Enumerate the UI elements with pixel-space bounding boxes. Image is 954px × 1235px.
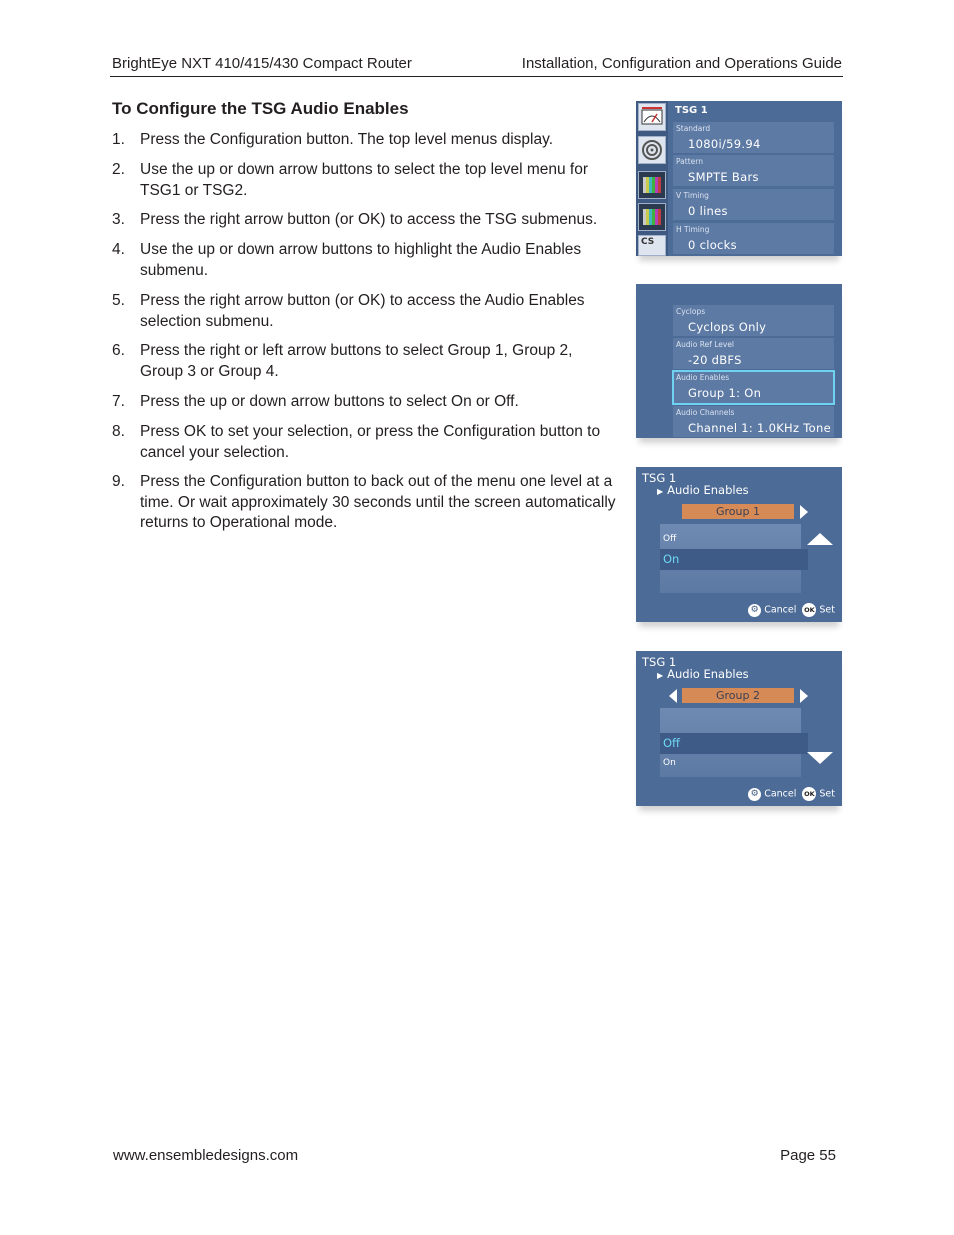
cs-icon[interactable] xyxy=(638,235,666,256)
header-product: BrightEye NXT 410/415/430 Compact Router xyxy=(112,55,412,72)
reference-icon[interactable] xyxy=(638,136,666,164)
option-off-selected[interactable]: Off xyxy=(660,733,808,754)
screen-subtitle: ▶ Audio Enables xyxy=(657,667,749,681)
footer-page-number: Page 55 xyxy=(780,1147,836,1164)
on-off-list xyxy=(660,708,801,777)
audio-enables-screen-group1 xyxy=(636,467,842,622)
screen-title: TSG 1 xyxy=(642,655,677,669)
group-selector[interactable]: Group 1 xyxy=(682,504,794,519)
header-rule xyxy=(110,76,843,77)
header-guide-title: Installation, Configuration and Operations Guide xyxy=(521,55,842,72)
footer-website: www.ensembledesigns.com xyxy=(113,1147,299,1164)
tsg-submenu-screen xyxy=(636,284,842,438)
set-label: Set xyxy=(819,604,835,616)
play-triangle-icon: ▶ xyxy=(657,671,664,680)
audio-channels-field[interactable]: Audio Channels Channel 1: 1.0KHz Tone xyxy=(673,406,834,437)
option-on-selected[interactable]: On xyxy=(660,549,808,570)
button-bar xyxy=(748,603,835,617)
audio-enables-field[interactable]: Audio Enables Group 1: On xyxy=(673,371,834,404)
audio-ref-level-field[interactable]: Audio Ref Level -20 dBFS xyxy=(673,338,834,369)
section-title: To Configure the TSG Audio Enables xyxy=(112,99,409,118)
cyclops-field[interactable]: Cyclops Cyclops Only xyxy=(673,305,834,336)
menu-icon-column xyxy=(636,101,668,256)
ok-icon[interactable]: OK xyxy=(802,787,816,801)
color-bars-icon[interactable] xyxy=(638,203,666,231)
pattern-field[interactable]: Pattern SMPTE Bars xyxy=(673,155,834,186)
screen-title: TSG 1 xyxy=(675,105,708,116)
group-selector[interactable]: Group 2 xyxy=(682,688,794,703)
ok-icon[interactable]: OK xyxy=(802,603,816,617)
set-label: Set xyxy=(819,788,835,800)
option-off[interactable]: Off xyxy=(663,534,677,544)
gear-icon[interactable]: ⚙ xyxy=(748,604,761,617)
v-timing-field[interactable]: V Timing 0 lines xyxy=(673,189,834,220)
meter-icon[interactable] xyxy=(638,103,666,131)
tsg-menu-screen xyxy=(636,101,842,256)
right-arrow-icon[interactable] xyxy=(800,689,808,703)
cancel-label: Cancel xyxy=(764,604,797,616)
cs-icon-label: CS xyxy=(641,237,655,247)
color-bars-icon[interactable] xyxy=(638,171,666,199)
on-off-list xyxy=(660,524,801,593)
up-arrow-icon[interactable] xyxy=(807,533,833,545)
down-arrow-icon[interactable] xyxy=(807,752,833,764)
button-bar xyxy=(748,787,835,801)
screen-subtitle: ▶ Audio Enables xyxy=(657,483,749,497)
cancel-label: Cancel xyxy=(764,788,797,800)
right-arrow-icon[interactable] xyxy=(800,505,808,519)
audio-enables-screen-group2 xyxy=(636,651,842,806)
option-on[interactable]: On xyxy=(663,758,676,768)
h-timing-field[interactable]: H Timing 0 clocks xyxy=(673,223,834,254)
play-triangle-icon: ▶ xyxy=(657,487,664,496)
standard-field[interactable]: Standard 1080i/59.94 xyxy=(673,122,834,153)
gear-icon[interactable]: ⚙ xyxy=(748,788,761,801)
screen-title: TSG 1 xyxy=(642,471,677,485)
left-arrow-icon[interactable] xyxy=(669,689,677,703)
